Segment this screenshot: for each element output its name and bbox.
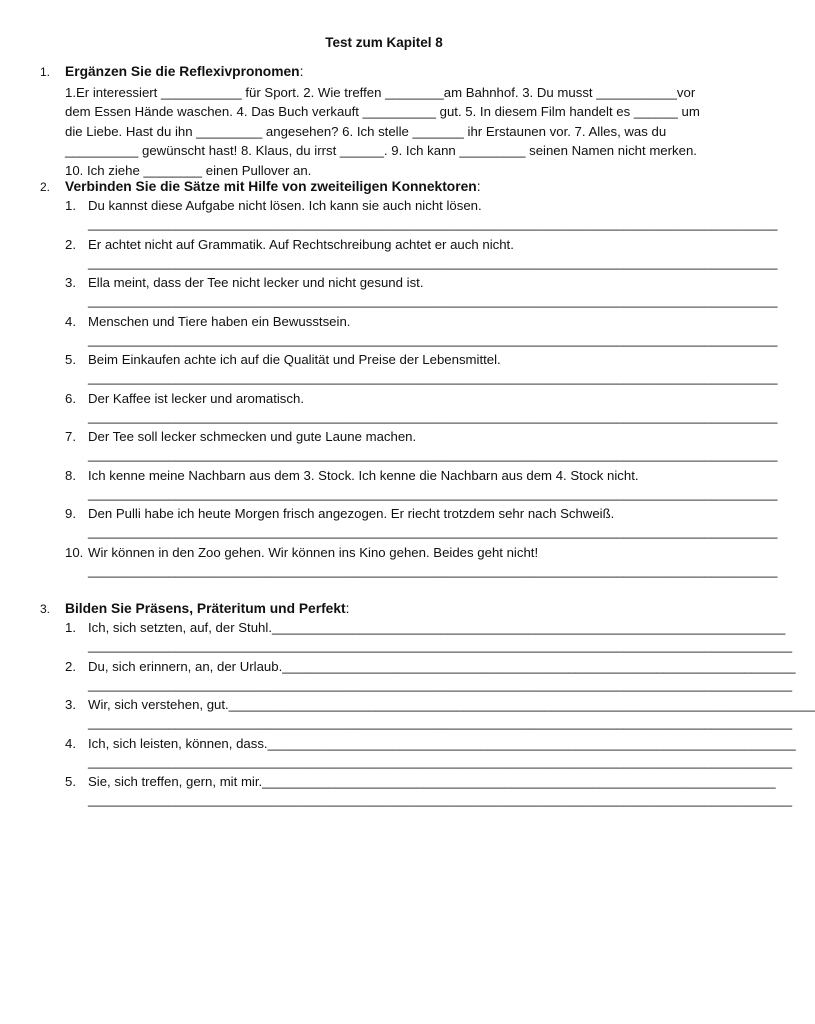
list-item — [65, 467, 778, 507]
answer-line[interactable]: ______________________________________________________________________________________________ — [88, 485, 778, 501]
item-text: Wir, sich verstehen, gut.________________________________________________________________________________ — [88, 697, 815, 712]
section-heading — [40, 64, 740, 83]
section-title: Bilden Sie Präsens, Präteritum und Perfekt — [65, 601, 346, 616]
list-item — [65, 352, 778, 391]
item-text: Du kannst diese Aufgabe nicht lösen. Ich kann sie auch nicht lösen. — [88, 198, 482, 213]
list-item — [65, 198, 778, 237]
item-text: Ich kenne meine Nachbarn aus dem 3. Stock. Ich kenne die Nachbarn aus dem 4. Stock nicht. — [88, 467, 639, 483]
page-title: Test zum Kapitel 8 — [325, 35, 443, 50]
answer-line[interactable]: ______________________________________________________________________________________________ — [88, 562, 778, 578]
section-reflexive-pronouns — [40, 64, 740, 180]
item-text: Wir können in den Zoo gehen. Wir können ins Kino gehen. Beides geht nicht! — [88, 544, 539, 560]
section-heading — [40, 179, 740, 198]
list-item — [65, 429, 778, 468]
paragraph-line: __________ gewünscht hast! 8. Klaus, du irrst ______. 9. Ich kann _________ seinen Namen nicht merken. — [65, 143, 697, 159]
answer-line[interactable]: ______________________________________________________________________________________________ — [88, 331, 778, 347]
item-number: 5. — [65, 774, 76, 789]
item-text: Der Tee soll lecker schmecken und gute Laune machen. — [88, 429, 417, 444]
list-item — [65, 275, 778, 314]
section-tenses — [40, 601, 815, 813]
list-item — [65, 697, 815, 736]
item-number: 7. — [65, 429, 76, 444]
item-number: 3. — [65, 697, 76, 712]
section-title: Ergänzen Sie die Reflexivpronomen — [65, 64, 300, 79]
answer-line[interactable]: ________________________________________________________________________________________________ — [88, 638, 793, 653]
item-text: Ich, sich leisten, können, dass.________________________________________________________________________ — [88, 735, 796, 751]
item-text: Den Pulli habe ich heute Morgen frisch angezogen. Er riecht trotzdem sehr nach Schweiß. — [88, 506, 615, 521]
item-number: 1. — [65, 198, 76, 213]
section-colon: : — [345, 601, 350, 616]
answer-line[interactable]: ________________________________________________________________________________________________ — [88, 715, 793, 730]
item-text: Er achtet nicht auf Grammatik. Auf Rechtschreibung achtet er auch nicht. — [88, 236, 514, 252]
paragraph-line: 1.Er interessiert ___________ für Sport. 2. Wie treffen ________am Bahnhof. 3. Du musst ___________vor — [65, 85, 696, 100]
section-number: 3. — [40, 602, 51, 616]
list-item — [65, 774, 793, 813]
item-number: 1. — [65, 620, 76, 635]
list-item — [65, 658, 796, 698]
exercise-paragraph — [65, 83, 725, 180]
answer-line[interactable]: ______________________________________________________________________________________________ — [88, 216, 778, 231]
section-number: 2. — [40, 180, 51, 194]
section-title: Verbinden Sie die Sätze mit Hilfe von zweiteiligen Konnektoren — [65, 179, 477, 194]
item-text: Beim Einkaufen achte ich auf die Qualität und Preise der Lebensmittel. — [88, 352, 501, 367]
section-heading — [40, 601, 740, 620]
item-text: Ich, sich setzten, auf, der Stuhl.______________________________________________________________________ — [88, 620, 786, 635]
paragraph-line: 10. Ich ziehe ________ einen Pullover an. — [65, 162, 312, 178]
section-colon: : — [299, 64, 304, 79]
item-number: 8. — [65, 467, 76, 483]
item-text: Sie, sich treffen, gern, mit mir.______________________________________________________________________ — [88, 774, 776, 789]
answer-line[interactable]: ______________________________________________________________________________________________ — [88, 254, 778, 270]
item-number: 4. — [65, 313, 76, 329]
item-number: 6. — [65, 390, 76, 406]
list-item — [65, 313, 778, 353]
answer-line[interactable]: ______________________________________________________________________________________________ — [88, 370, 778, 385]
item-text: Ella meint, dass der Tee nicht lecker und nicht gesund ist. — [88, 275, 424, 290]
item-text: Der Kaffee ist lecker und aromatisch. — [88, 390, 304, 406]
list-item — [65, 390, 778, 430]
item-number: 4. — [65, 735, 76, 751]
list-item — [65, 236, 778, 276]
item-number: 2. — [65, 236, 76, 252]
item-number: 2. — [65, 658, 76, 674]
section-number: 1. — [40, 65, 51, 79]
answer-line[interactable]: ______________________________________________________________________________________________ — [88, 293, 778, 308]
item-text: Du, sich erinnern, an, der Urlaub.______________________________________________________________________ — [88, 658, 796, 674]
answer-line[interactable]: ________________________________________________________________________________________________ — [88, 676, 793, 692]
paragraph-line: die Liebe. Hast du ihn _________ angesehen? 6. Ich stelle _______ ihr Erstaunen vor. 7. Alles, was du — [65, 123, 667, 139]
list-item — [65, 735, 796, 775]
answer-line[interactable]: ______________________________________________________________________________________________ — [88, 447, 778, 462]
item-number: 9. — [65, 506, 76, 521]
list-item — [65, 506, 778, 545]
section-colon: : — [476, 179, 481, 194]
item-number: 5. — [65, 352, 76, 367]
answer-line[interactable]: ______________________________________________________________________________________________ — [88, 524, 778, 539]
item-number: 3. — [65, 275, 76, 290]
answer-line[interactable]: ________________________________________________________________________________________________ — [88, 753, 793, 769]
list-item — [65, 620, 793, 659]
answer-line[interactable]: ______________________________________________________________________________________________ — [88, 408, 778, 424]
list-item — [65, 544, 778, 584]
section-connectors — [40, 179, 778, 583]
answer-line[interactable]: ________________________________________________________________________________________________ — [88, 792, 793, 807]
paragraph-line: dem Essen Hände waschen. 4. Das Buch verkauft __________ gut. 5. In diesem Film handelt es ______ um — [65, 104, 700, 120]
item-number: 10. — [65, 544, 84, 560]
item-text: Menschen und Tiere haben ein Bewusstsein. — [88, 313, 351, 329]
